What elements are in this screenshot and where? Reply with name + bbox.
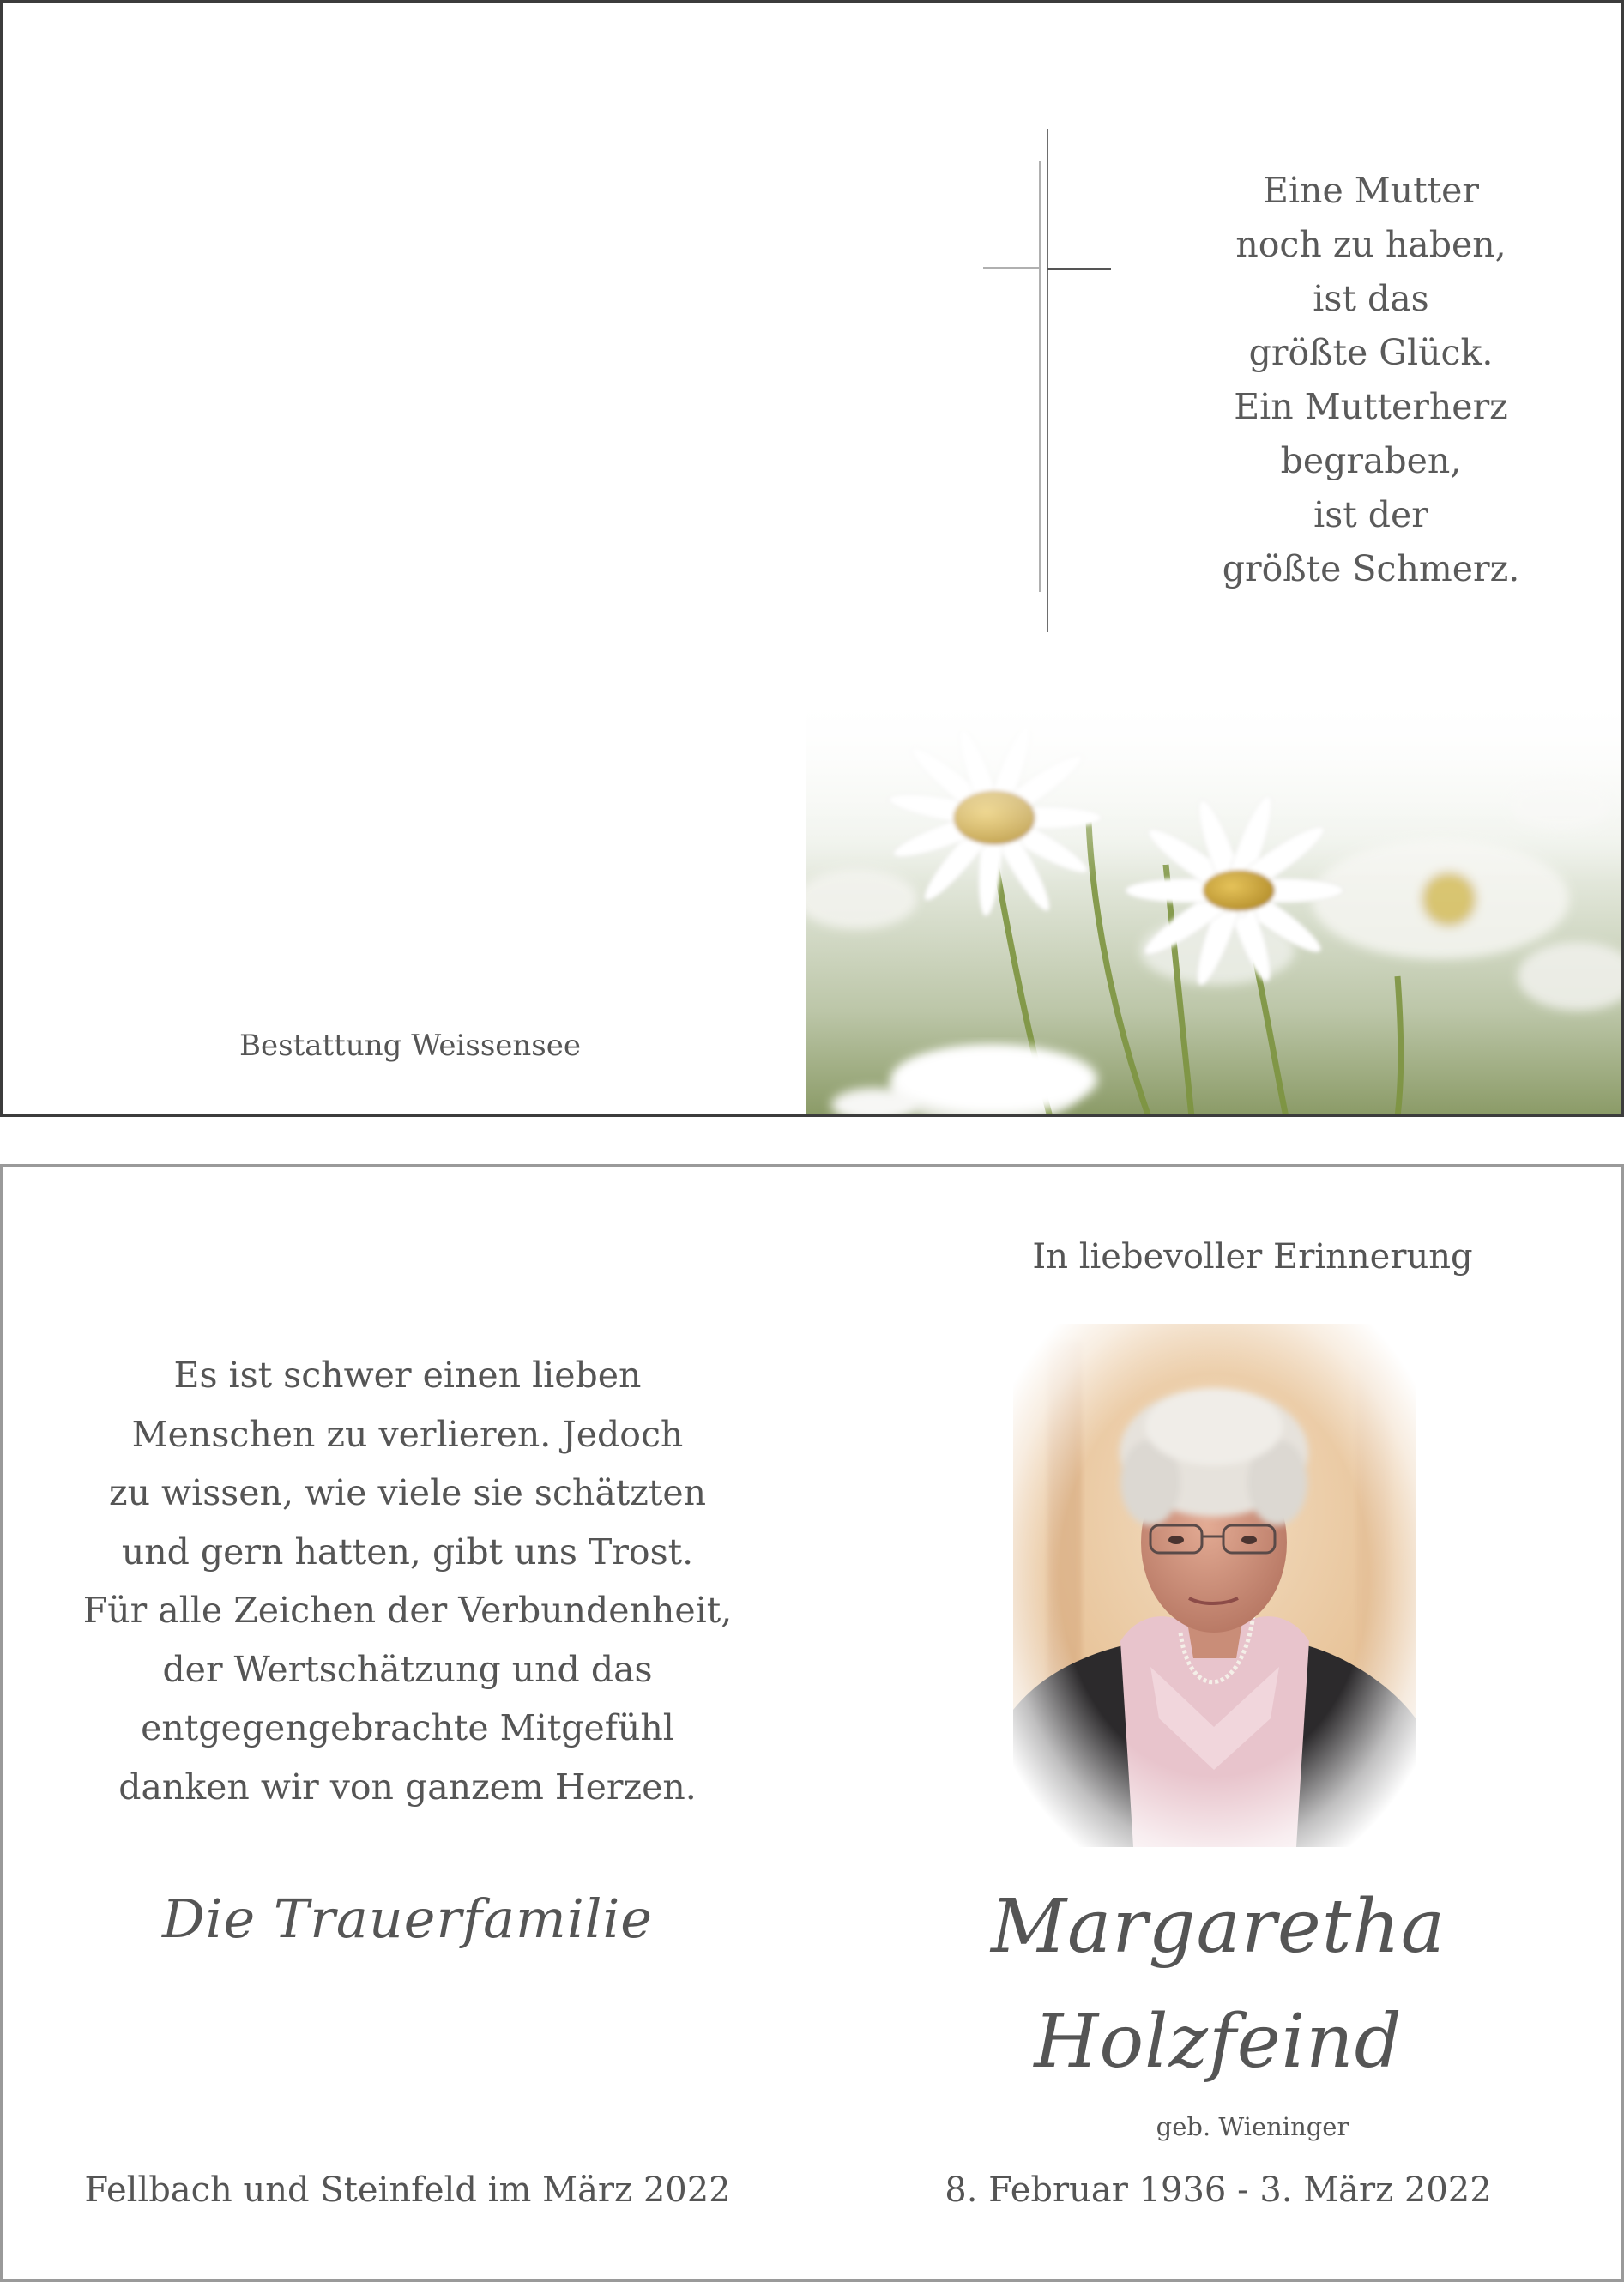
thanks-line: Für alle Zeichen der Verbundenheit, <box>82 1590 733 1631</box>
family-signature: Die Trauerfamilie <box>161 1887 654 1950</box>
verse-line: Eine Mutter <box>1263 170 1479 211</box>
cross-horizontal-beam <box>1047 268 1111 270</box>
funeral-home-name: Bestattung Weissensee <box>239 1029 581 1063</box>
verse-line: begraben, <box>1280 440 1462 481</box>
thanks-line: Menschen zu verlieren. Jedoch <box>131 1413 684 1455</box>
deceased-last-name: Holzfeind <box>1034 1999 1403 2085</box>
verse-line: ist der <box>1313 494 1428 535</box>
cross-vertical-shadow <box>1039 161 1041 592</box>
mother-verse <box>1186 164 1555 596</box>
thanks-line: danken wir von ganzem Herzen. <box>118 1766 697 1808</box>
daisy-meadow-photo <box>806 693 1624 1117</box>
thanks-text <box>51 1346 764 1816</box>
place-and-date: Fellbach und Steinfeld im März 2022 <box>84 2170 731 2210</box>
outer-card <box>0 0 1624 1117</box>
thanks-line: und gern hatten, gibt uns Trost. <box>121 1530 694 1573</box>
life-dates: 8. Februar 1936 - 3. März 2022 <box>945 2170 1492 2210</box>
verse-line: größte Schmerz. <box>1222 548 1520 589</box>
cross-horizontal-shadow <box>983 267 1041 269</box>
cross-vertical-beam <box>1047 129 1048 632</box>
thanks-line: Es ist schwer einen lieben <box>173 1355 642 1396</box>
verse-line: noch zu haben, <box>1235 224 1506 265</box>
memory-heading: In liebevoller Erinnerung <box>1032 1237 1473 1277</box>
birth-name: geb. Wieninger <box>1156 2112 1349 2141</box>
thanks-line: der Wertschätzung und das <box>162 1648 653 1690</box>
thanks-line: zu wissen, wie viele sie schätzten <box>108 1472 707 1513</box>
verse-line: größte Glück. <box>1248 332 1494 373</box>
verse-line: Ein Mutterherz <box>1234 386 1508 427</box>
portrait-photo <box>1013 1324 1416 1847</box>
verse-line: ist das <box>1313 278 1429 319</box>
deceased-first-name: Margaretha <box>991 1884 1446 1970</box>
thanks-line: entgegengebrachte Mitgefühl <box>141 1707 674 1748</box>
